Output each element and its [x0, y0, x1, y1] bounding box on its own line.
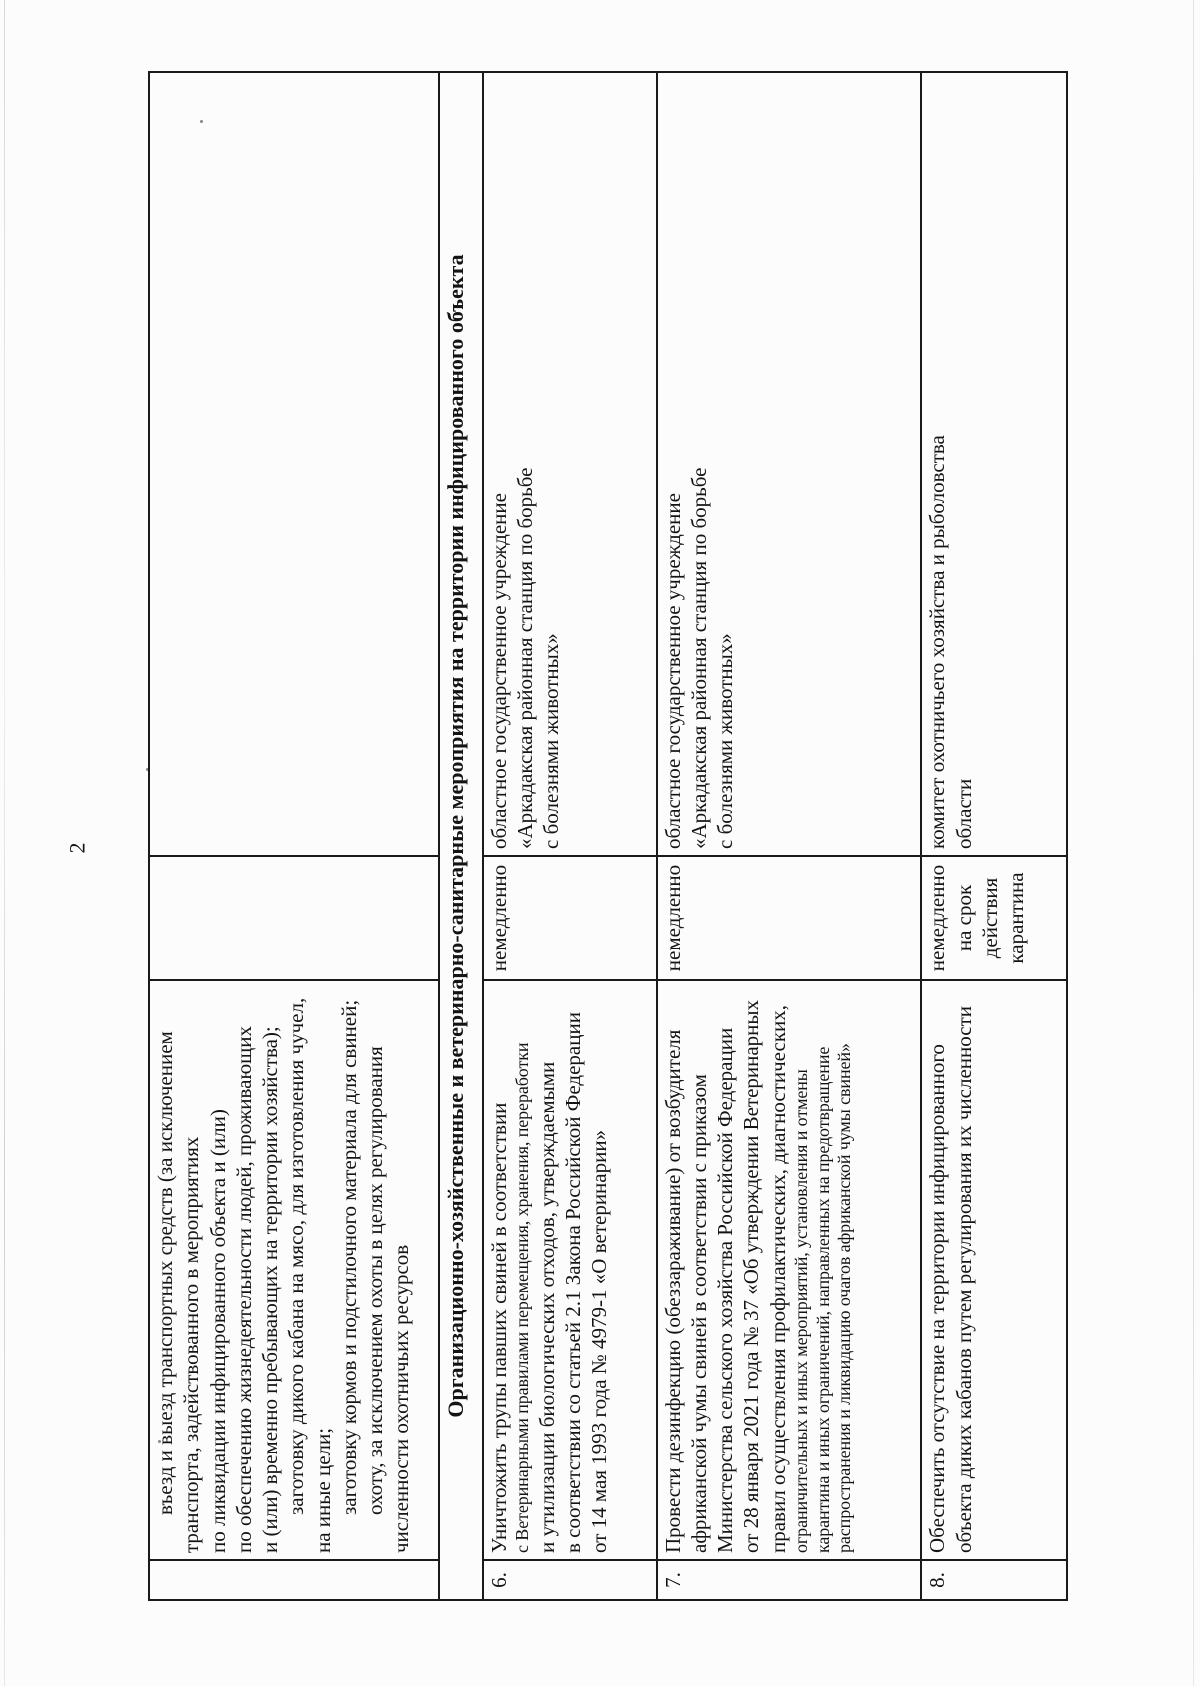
task-line: карантина и иных ограничений, направленных на предотвращение [812, 1046, 833, 1553]
table-row [657, 72, 922, 1600]
responsible-cell [149, 72, 439, 856]
task-line: Уничтожить трупы павших свиней в соответствии [486, 1102, 511, 1553]
term-cell [483, 856, 657, 980]
responsible-line: «Аркадакская районная станция по борьбе [686, 467, 711, 849]
responsible-line: областное государственное учреждение [660, 493, 685, 849]
task-cell [483, 980, 657, 1560]
task-line: на иные цели; [310, 1427, 335, 1553]
task-line: по ликвидации инфицированного объекта и (или) [205, 1109, 230, 1553]
term-cell [149, 856, 439, 980]
task-line: с Ветеринарными правилами перемещения, хранения, переработки [512, 1042, 533, 1553]
term-line: немедленно [660, 864, 685, 972]
row-number: 7. [657, 1560, 922, 1600]
task-line: въезд и выезд транспортных средств (за исключением [153, 1031, 177, 1515]
page-number: 2 [64, 842, 90, 854]
task-cell [921, 980, 1067, 1560]
task-line: охоту, за исключением охоты в целях регулирования [363, 1046, 387, 1515]
term-line: действия [977, 877, 1002, 959]
measures-table [148, 71, 1068, 1601]
task-line: по обеспечению жизнедеятельности людей, проживающих [231, 1025, 256, 1553]
responsible-line: области [951, 778, 976, 849]
task-line: ограничительных и иных мероприятий, установления и отмены [790, 1069, 811, 1553]
term-cell [657, 856, 922, 980]
task-line: от 28 января 2021 года № 37 «Об утверждении Ветеринарных [739, 999, 764, 1553]
task-line: Обеспечить отсутствие на территории инфицированного [925, 1044, 950, 1553]
term-line: немедленно [925, 864, 950, 972]
task-line: заготовку кормов и подстилочного материала для свиней; [336, 999, 361, 1515]
table-row-continuation [149, 72, 439, 1600]
responsible-line: областное государственное учреждение [486, 493, 511, 849]
task-line: правил осуществления профилактических, диагностических, [765, 1004, 790, 1553]
table-row [921, 72, 1067, 1600]
responsible-line: «Аркадакская районная станция по борьбе [513, 467, 538, 849]
task-line: заготовку дикого кабана на мясо, для изготовления чучел, [284, 997, 309, 1515]
responsible-line: с болезнями животных» [713, 633, 738, 849]
term-line: карантина [1004, 872, 1029, 964]
task-line: Министерства сельского хозяйства Российской Федерации [713, 1027, 738, 1553]
row-number: 8. [921, 1560, 1067, 1600]
task-line: и (или) временно пребывающих на территории хозяйства); [258, 1026, 282, 1553]
num-cell [149, 1560, 439, 1600]
task-line: в соответствии со статьей 2.1 Закона Российской Федерации [561, 1012, 585, 1553]
responsible-cell [657, 72, 922, 856]
responsible-line: комитет охотничьего хозяйства и рыболовства [925, 435, 950, 849]
section-title: Организационно-хозяйственные и ветеринарно-санитарные мероприятия на территории инфицированного объекта [439, 72, 483, 1600]
row-number: 6. [483, 1560, 657, 1600]
table-row [483, 72, 657, 1600]
scan-edge-left [4, 0, 5, 1686]
task-cell [657, 980, 922, 1560]
task-line: от 14 мая 1993 года № 4979-1 «О ветеринарии» [587, 1129, 612, 1553]
task-line: и утилизации биологических отходов, утверждаемыми [534, 1061, 559, 1553]
task-line: африканской чумы свиней в соответствии с приказом [686, 1074, 711, 1553]
task-line: численности охотничьих ресурсов [389, 1244, 414, 1553]
term-line: на срок [951, 884, 976, 952]
task-line: распространения и ликвидацию очагов африканской чумы свиней» [834, 1043, 855, 1553]
task-line: объекта диких кабанов путем регулирования их численности [951, 1006, 976, 1553]
scan-edge-right [1193, 0, 1194, 1686]
term-line: немедленно [486, 864, 511, 972]
responsible-cell [921, 72, 1067, 856]
task-line: Провести дезинфекцию (обеззараживание) от возбудителя [660, 1029, 685, 1553]
task-line: транспорта, задействованного в мероприятиях [179, 1136, 204, 1553]
responsible-cell [483, 72, 657, 856]
task-cell [149, 980, 439, 1560]
term-cell [921, 856, 1067, 980]
section-header-row [439, 72, 483, 1600]
rotated-table-block [148, 71, 1068, 1601]
responsible-line: с болезнями животных» [539, 633, 564, 849]
